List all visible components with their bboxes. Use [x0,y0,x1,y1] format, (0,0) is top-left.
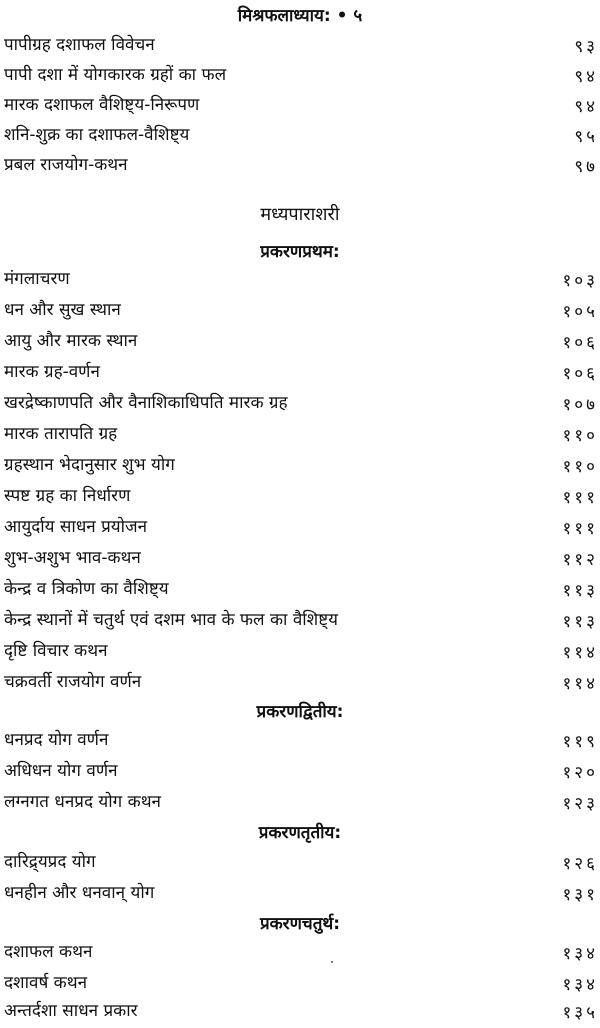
running-head: मिश्रफलाध्याय: • ५ [237,6,363,26]
entry-page: १३१ [562,885,598,905]
entry-title: दृष्टि विचार कथन [4,641,108,661]
entry-page: १११ [562,519,598,539]
toc-entry [0,637,600,667]
entry-page: १३४ [562,944,598,964]
entry-page: १०५ [562,302,598,322]
toc-entry [0,879,600,909]
entry-title: लग्नगत धनप्रद योग कथन [4,792,161,812]
entry-page: १०६ [562,364,598,384]
toc-entry [0,482,600,512]
toc-entry [0,606,600,636]
entry-page: ११० [562,426,598,446]
entry-title: शुभ-अशुभ भाव-कथन [4,548,141,568]
entry-title: धनप्रद योग वर्णन [4,730,109,750]
entry-title: धन और सुख स्थान [4,300,121,320]
entry-title: पापी दशा में योगकारक ग्रहों का फल [4,65,227,85]
toc-entry [0,61,600,91]
entry-page: ९७ [574,157,598,177]
entry-title: चक्रवर्ती राजयोग वर्णन [4,672,142,692]
entry-title: दशावर्ष कथन [4,973,88,993]
entry-title: खरद्रेष्काणपति और वैनाशिकाधिपति मारक ग्रह [4,393,288,413]
toc-entry [0,788,600,818]
entry-title: पापीग्रह दशाफल विवेचन [4,35,155,55]
entry-page: ११३ [562,581,598,601]
entry-page: १०३ [562,271,598,291]
entry-title: मारक दशाफल वैशिष्ट्य-निरूपण [4,95,200,115]
entry-title: अन्तर्दशा साधन प्रकार [4,1001,138,1021]
book-title: मध्यपाराशरी [260,204,340,225]
toc-entry [0,757,600,787]
entry-title: प्रबल राजयोग-कथन [4,155,128,175]
toc-entry [0,358,600,388]
entry-page: ११२ [562,550,598,570]
toc-entry [0,91,600,121]
toc-entry [0,151,600,181]
entry-page: १२० [562,763,598,783]
entry-page: १०६ [562,333,598,353]
section-heading: प्रकरणचतुर्थ: [259,914,341,934]
toc-entry [0,327,600,357]
toc-entry [0,544,600,574]
toc-entry [0,848,600,878]
scan-speck [331,961,333,963]
entry-page: १३४ [562,975,598,995]
entry-title: आयु और मारक स्थान [4,331,138,351]
toc-entry [0,969,600,999]
entry-page: ११० [562,457,598,477]
entry-page: ११४ [562,643,598,663]
toc-entry [0,997,600,1027]
entry-title: स्पष्ट ग्रह का निर्धारण [4,486,131,506]
entry-page: ९५ [574,127,598,147]
entry-page: १३५ [562,1003,598,1023]
entry-page: ९३ [574,37,598,57]
toc-entry [0,296,600,326]
entry-title: मारक ग्रह-वर्णन [4,362,100,382]
entry-page: १०७ [562,395,598,415]
entry-title: धनहीन और धनवान् योग [4,883,155,903]
entry-title: मारक तारापति ग्रह [4,424,118,444]
entry-title: अधिधन योग वर्णन [4,761,118,781]
entry-title: मंगलाचरण [4,269,70,289]
entry-title: आयुर्दाय साधन प्रयोजन [4,517,148,537]
entry-page: ११३ [562,612,598,632]
section-heading: प्रकरणप्रथम: [260,242,340,262]
entry-title: दारिद्र्यप्रद योग [4,852,96,872]
section-heading: प्रकरणतृतीय: [258,823,342,843]
entry-page: ११९ [562,732,598,752]
entry-page: १२६ [562,854,598,874]
toc-entry [0,451,600,481]
toc-entry [0,121,600,151]
entry-page: १२३ [562,794,598,814]
entry-page: ११४ [562,674,598,694]
entry-page: १११ [562,488,598,508]
entry-title: ग्रहस्थान भेदानुसार शुभ योग [4,455,175,475]
toc-entry [0,265,600,295]
toc-entry [0,726,600,756]
toc-entry [0,668,600,698]
section-heading: प्रकरणद्वितीय: [256,702,344,722]
toc-entry [0,513,600,543]
toc-entry [0,420,600,450]
entry-page: ९४ [574,97,598,117]
entry-title: दशाफल कथन [4,942,93,962]
toc-entry [0,31,600,61]
toc-entry [0,938,600,968]
entry-page: ९४ [574,67,598,87]
toc-entry [0,575,600,605]
entry-title: केन्द्र व त्रिकोण का वैशिष्ट्य [4,579,169,599]
entry-title: शनि-शुक्र का दशाफल-वैशिष्ट्य [4,125,190,145]
toc-entry [0,389,600,419]
entry-title: केन्द्र स्थानों में चतुर्थ एवं दशम भाव के फल का वैशिष्ट्य [4,610,339,630]
